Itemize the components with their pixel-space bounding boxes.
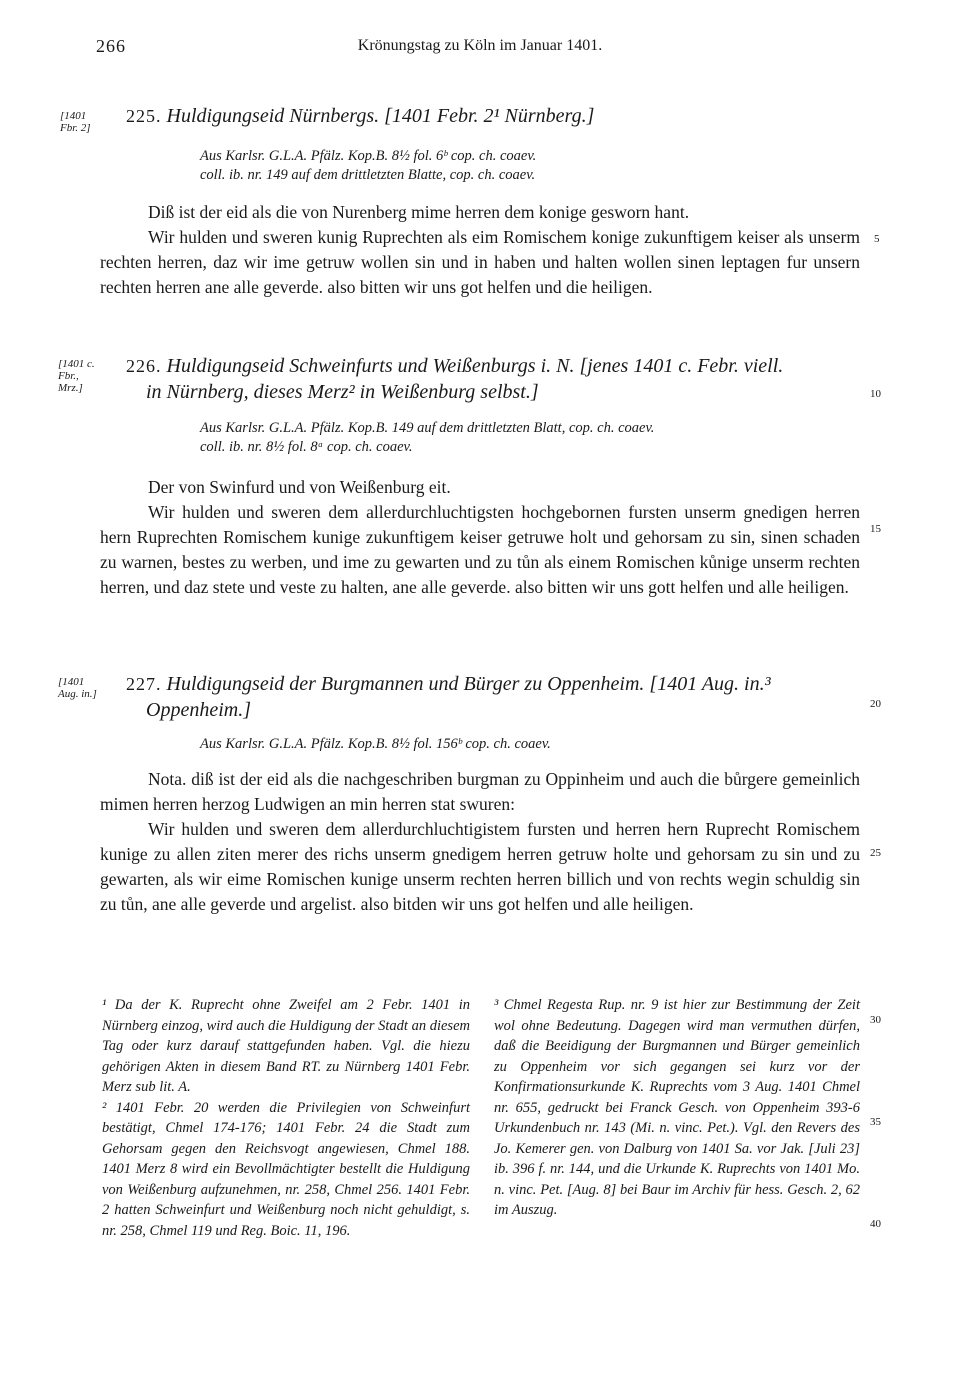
running-head: Krönungstag zu Köln im Januar 1401. <box>357 37 603 54</box>
entry-text-225 <box>100 200 860 300</box>
line-number: 35 <box>870 1116 881 1128</box>
line-number: 10 <box>870 388 881 400</box>
entry-title-227-cont: Oppenheim.] <box>146 699 251 721</box>
entry-title-227: Huldigungseid der Burgmannen und Bürger zu Oppenheim. [1401 Aug. in.³ <box>166 673 771 695</box>
margin-date-226: [1401 c. Fbr., Mrz.] <box>58 358 95 394</box>
source-note-225 <box>200 147 840 185</box>
entry-title-226: Huldigungseid Schweinfurts und Weißenburgs i. N. [jenes 1401 c. Febr. viell. <box>166 355 784 377</box>
line-number: 20 <box>870 698 881 710</box>
margin-date-225: [1401 Fbr. 2] <box>60 110 91 134</box>
oath-text: Wir hulden und sweren dem allerdurchluchtigsten hochgebornen fursten unserm gnedigen herren hern Ruprechten Romischem kunige zukunftigem keiser getruwe holt und gehorsam zu sin, sinen schaden zu warnen, bestes zu werben, und ime zu gewarten und zu tůn als einem Romischen kůnige unserm rechten herren, und daz stete und veste zu halten, ane alle geverde. also bitten wir uns gott helfen und alle heiligen. <box>100 502 860 597</box>
intro-line: Der von Swinfurd und von Weißenburg eit. <box>148 477 451 497</box>
line-number: 5 <box>874 233 880 245</box>
intro-line: Nota. diß ist der eid als die nachgeschriben burgman zu Oppinheim und auch die bůrgere gemeinlich mimen herren herzog Ludwigen an min herren stat swuren: <box>100 769 860 814</box>
oath-text: Wir hulden und sweren dem allerdurchluchtigistem fursten und herren hern Ruprecht Romischem kunige zu allen ziten merer des richs unserm gnedigem herren getruw holte und gehorsam zu sin und zu gewarten, als wir eime Romischen kunige unserm rechten herren billich und von rechts wegin schuldig sin zu tůn, ane alle geverde und argelist. also bitden wir uns got helfen und alle heiligen. <box>100 819 860 914</box>
source-note-226 <box>200 419 840 457</box>
entry-heading-227 <box>126 671 886 723</box>
source-line: Aus Karlsr. G.L.A. Pfälz. Kop.B. 149 auf dem drittletzten Blatt, cop. ch. coaev. <box>200 420 655 436</box>
footnotes-right <box>494 995 860 1221</box>
footnote-2: ² 1401 Febr. 20 werden die Privilegien von Schweinfurt bestätigt, Chmel 174-176; 1401 Febr. 24 die Stadt zum Gehorsam gegen den Reichsvogt angewiesen, Chmel 188. 1401 Merz 8 wird ein Bevollmächtigter bestellt die Huldigung von Weißenburg aufzunehmen, nr. 258, Chmel 256. 1401 Febr. 2 hatten Schweinfurt und Weißenburg noch nicht gehuldigt, s. nr. 258, Chmel 119 und Reg. Boic. 11, 196. <box>102 1099 470 1239</box>
line-number: 40 <box>870 1218 881 1230</box>
source-line: coll. ib. nr. 149 auf dem drittletzten Blatte, cop. ch. coaev. <box>200 167 536 183</box>
entry-number-225: 225. <box>126 106 162 126</box>
line-number: 30 <box>870 1014 881 1026</box>
footnotes-left <box>102 995 470 1241</box>
footnote-1: ¹ Da der K. Ruprecht ohne Zweifel am 2 Febr. 1401 in Nürnberg einzog, wird auch die Huldigung der Stadt an diesem Tag oder kurz darauf stattgefunden haben. Vgl. die hiezu gehörigen Akten in diesem Band RT. zu Nürnberg 1401 Febr. Merz sub lit. A. <box>102 997 470 1095</box>
intro-line: Diß ist der eid als die von Nurenberg mime herren dem konige gesworn hant. <box>148 202 690 222</box>
source-line: Aus Karlsr. G.L.A. Pfälz. Kop.B. 8½ fol. 156ᵇ cop. ch. coaev. <box>200 736 551 752</box>
page-number: 266 <box>96 36 126 56</box>
line-number: 15 <box>870 523 881 535</box>
entry-number-226: 226. <box>126 356 162 376</box>
entry-title-225: Huldigungseid Nürnbergs. [1401 Febr. 2¹ Nürnberg.] <box>166 105 595 127</box>
line-number: 25 <box>870 847 881 859</box>
entry-heading-226 <box>126 353 886 405</box>
entry-text-227 <box>100 767 860 917</box>
source-note-227 <box>200 735 840 754</box>
source-line: Aus Karlsr. G.L.A. Pfälz. Kop.B. 8½ fol. 6ᵇ cop. ch. coaev. <box>200 148 537 164</box>
entry-title-226-cont: in Nürnberg, dieses Merz² in Weißenburg selbst.] <box>146 381 539 403</box>
entry-heading-225 <box>126 103 886 129</box>
margin-date-227: [1401 Aug. in.] <box>58 676 97 700</box>
source-line: coll. ib. nr. 8½ fol. 8ᵃ cop. ch. coaev. <box>200 439 413 455</box>
footnote-3: ³ Chmel Regesta Rup. nr. 9 ist hier zur Bestimmung der Zeit wol ohne Bedeutung. Dagegen wird man vermuthen dürfen, daß die Beeidigung der Burgmannen und Bürger gemeinlich zu Oppenheim vor sich gegangen sei kurz vor der Konfirmationsurkunde K. Ruprechts vom 3 Aug. 1401 Chmel nr. 655, gedruckt bei Franck Gesch. von Oppenheim 393-6 Urkundenbuch nr. 143 (Mi. n. vinc. Pet.). Vgl. den Revers des Jo. Kemerer gen. von Dalburg von 1401 Sa. vor Jak. [Juli 23] ib. 396 f. nr. 144, und die Urkunde K. Ruprechts von 1401 Mo. n. vinc. Pet. [Aug. 8] bei Baur im Archiv für hess. Gesch. 2, 62 im Auszug. <box>494 997 860 1218</box>
oath-text: Wir hulden und sweren kunig Ruprechten als eim Romischem konige zukunftigem keiser als unserm rechten herren, daz wir ime getruw wollen sin und in haben und halten wollen sinen leptagen fur unsern rechten herren ane alle geverde. also bitten wir uns got helfen und die heiligen. <box>100 227 860 297</box>
entry-number-227: 227. <box>126 674 162 694</box>
entry-text-226 <box>100 475 860 600</box>
